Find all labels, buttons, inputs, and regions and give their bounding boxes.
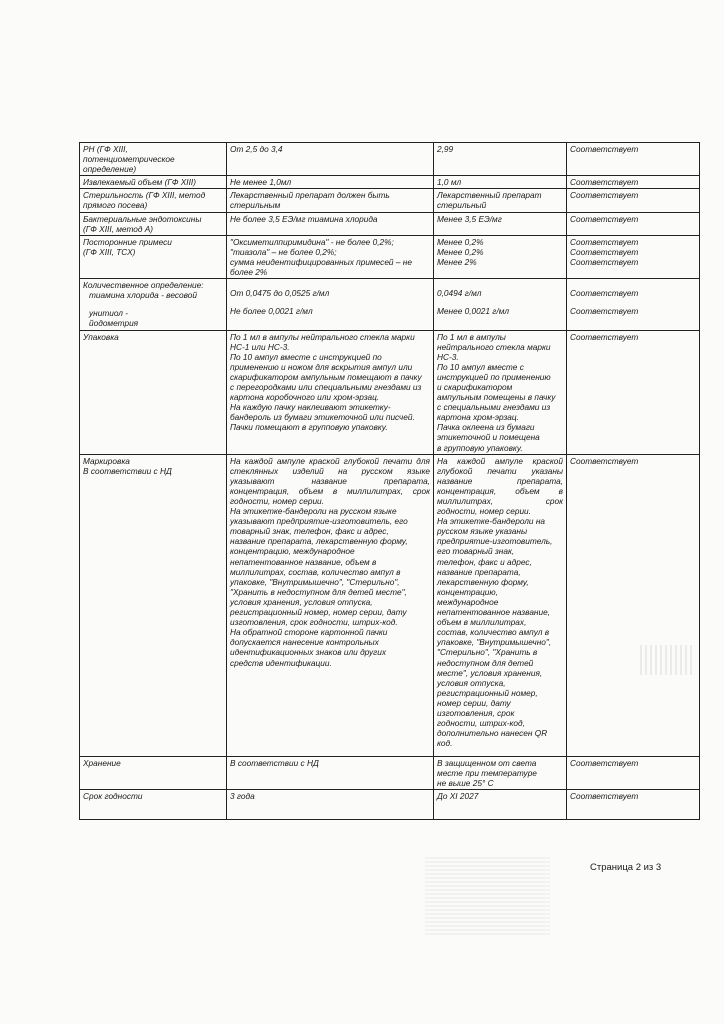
table-row (80, 212, 700, 235)
parameter-cell (80, 279, 227, 330)
cell-line: упаковке, "Внутримышечно", (437, 637, 552, 648)
cell-line: название препарата, (437, 475, 563, 486)
cell-line (570, 298, 696, 306)
table-row (80, 176, 700, 189)
cell-line: объем в миллилитрах, (437, 617, 527, 628)
status-cell (567, 143, 700, 176)
cell-line: применению и ножом для вскрытия ампул или (230, 361, 413, 372)
cell-line: По 1 мл в ампулы (437, 331, 506, 342)
table-row (80, 789, 700, 819)
norm-cell (227, 235, 434, 278)
page-number: Страница 2 из 3 (590, 862, 662, 873)
cell-line: Маркировка (83, 455, 130, 466)
cell-line: РН (ГФ XIII, (83, 144, 128, 154)
parameter-cell (80, 212, 227, 235)
cell-line: Соответствует (570, 190, 639, 201)
cell-line: Менее 0,2% (437, 246, 484, 257)
cell-line: Извлекаемый объем (ГФ XIII) (83, 177, 196, 188)
cell-line: предприятие-изготовитель, (437, 536, 553, 547)
cell-line: его товарный знак, (437, 546, 515, 557)
cell-line: глубокой печати указаны (437, 465, 563, 476)
cell-line: товарный знак, телефон, факс и адрес, (230, 526, 389, 537)
result-cell (434, 756, 567, 789)
specification-table (79, 142, 700, 820)
cell-line: миллилитрах, состав, количество ампул в (230, 566, 401, 577)
table-row (80, 454, 700, 756)
cell-line: изготовления, срок годности, штрих-код. (230, 617, 398, 628)
scan-artifact (425, 855, 550, 935)
cell-line: состав, количество ампул в (437, 627, 550, 638)
cell-line: годности, номер серии. (230, 496, 324, 506)
cell-line: НС-3. (437, 351, 459, 362)
cell-line (230, 280, 430, 288)
norm-cell (227, 756, 434, 789)
cell-line: В соответствии с НД (230, 757, 319, 768)
cell-line: 2,99 (437, 144, 454, 154)
cell-line: дополнительно нанесен QR (437, 728, 548, 739)
cell-line: Пачка оклеена из бумаги (437, 422, 535, 433)
norm-cell (227, 189, 434, 212)
cell-line (570, 280, 696, 288)
cell-line: инструкцией по применению (437, 371, 551, 382)
cell-line: с специальными гнездами из (437, 402, 551, 413)
cell-line: Пачки помещают в групповую упаковку. (230, 422, 388, 433)
cell-line: На этикетке-бандероли на русском языке (230, 506, 397, 517)
cell-line: Соответствует (570, 331, 639, 342)
cell-line: (ГФ XIII, ТСХ) (83, 246, 136, 257)
cell-line: Соответствует (570, 236, 639, 247)
cell-line: концентрация, объем в (437, 485, 563, 496)
table-row (80, 143, 700, 176)
cell-line: название препарата, (437, 566, 521, 577)
cell-line: концентрацию, международное (230, 546, 355, 557)
cell-line: Лекарственный препарат должен быть (230, 190, 390, 201)
cell-line: Соответствует (570, 306, 639, 317)
cell-line: В соответствии с НД (83, 465, 172, 476)
cell-line: код. (437, 738, 453, 749)
cell-line: В защищенном от света (437, 757, 537, 768)
cell-line: Соответствует (570, 288, 639, 299)
cell-line: определение) (83, 164, 137, 175)
parameter-cell (80, 789, 227, 819)
cell-line: По 10 ампул вместе с инструкцией по (230, 351, 382, 362)
cell-line: Соответствует (570, 213, 639, 224)
cell-line: этикеточной и помещена (437, 432, 540, 443)
cell-line: упаковке, "Внутримышечно", "Стерильно", (230, 576, 400, 587)
cell-line: Лекарственный препарат (437, 190, 542, 201)
cell-line: Менее 2% (437, 256, 477, 267)
norm-cell (227, 212, 434, 235)
cell-line: До XI 2027 (437, 790, 479, 801)
cell-line: На каждой ампуле краской (437, 455, 563, 466)
cell-line (437, 298, 563, 306)
cell-line: Соответствует (570, 246, 639, 257)
cell-line: На обратной стороне картонной пачки (230, 627, 388, 638)
cell-line: Соответствует (570, 177, 639, 188)
cell-line: картона хром-эрзац. (437, 412, 519, 423)
cell-line: Соответствует (570, 790, 639, 801)
cell-line: (ГФ XIII, метод А) (83, 223, 154, 234)
status-cell (567, 235, 700, 278)
cell-line: Хранение (83, 757, 121, 768)
cell-line: стерильный (437, 200, 487, 211)
cell-line: недоступном для детей (437, 657, 534, 668)
result-cell (434, 279, 567, 330)
cell-line: Посторонние примеси (83, 236, 172, 247)
table-row (80, 235, 700, 278)
result-cell (434, 454, 567, 756)
cell-line: ампульным помещены в пачку (437, 392, 556, 403)
parameter-cell (80, 756, 227, 789)
cell-line: стерильным (230, 200, 281, 211)
cell-line: Соответствует (570, 256, 639, 267)
cell-line: унитиол - (89, 308, 129, 319)
cell-line: "Оксиметилпиримидина" - не более 0,2%; (230, 236, 394, 247)
cell-line: На каждую пачку наклеивают этикетку- (230, 402, 391, 413)
cell-line: месте", условия хранения, (437, 667, 543, 678)
cell-line: годности, номер серии. (437, 506, 531, 517)
cell-line: идентификационных знаков или других (230, 647, 386, 658)
cell-line: указывают название препарата, (230, 475, 430, 486)
cell-line: Менее 0,2% (437, 236, 484, 247)
result-cell (434, 143, 567, 176)
status-cell (567, 330, 700, 454)
result-cell (434, 789, 567, 819)
cell-line: регистрационный номер, номер серии, дату (230, 607, 407, 618)
cell-line: условия хранения, условия отпуска, (230, 596, 373, 607)
cell-line: телефон, факс и адрес, (437, 556, 532, 567)
cell-line: картона коробочного или хром-эрзац. (230, 392, 380, 403)
cell-line: международное (437, 596, 499, 607)
table-row (80, 330, 700, 454)
cell-line: с перегородками или специальными гнездами из (230, 381, 422, 392)
table-row (80, 189, 700, 212)
cell-line: На этикетке-бандероли на (437, 516, 546, 527)
cell-line: Стерильность (ГФ XIII, метод (83, 190, 206, 201)
cell-line: Менее 3,5 ЕЭ/мг (437, 213, 502, 224)
cell-line: От 2,5 до 3,4 (230, 144, 283, 154)
cell-line: непатентованное название, объем в (230, 556, 377, 567)
parameter-cell (80, 189, 227, 212)
norm-cell (227, 176, 434, 189)
status-cell (567, 789, 700, 819)
status-cell (567, 279, 700, 330)
status-cell (567, 454, 700, 756)
specification-table-body (80, 143, 700, 820)
cell-line: Не более 0,0021 г/мл (230, 306, 313, 317)
result-cell (434, 176, 567, 189)
cell-line: Срок годности (83, 790, 143, 801)
cell-line: изготовления, срок (437, 707, 515, 718)
status-cell (567, 176, 700, 189)
cell-line (83, 300, 223, 308)
cell-line: номер серии, дату (437, 697, 511, 708)
cell-line: не выше 25° С (437, 777, 494, 788)
cell-line: Соответствует (570, 757, 639, 768)
status-cell (567, 189, 700, 212)
cell-line: 1,0 мл (437, 177, 462, 188)
cell-line: условия отпуска, (437, 677, 506, 688)
cell-line: "тиазола" – не более 0,2%; (230, 246, 337, 257)
cell-line: "Хранить в недоступном для детей месте", (230, 586, 407, 597)
cell-line: название препарата, лекарственную форму, (230, 536, 408, 547)
cell-line: Бактериальные эндотоксины (83, 213, 202, 224)
cell-line: и скарификатором (437, 381, 513, 392)
cell-line: "Стерильно", "Хранить в (437, 647, 538, 658)
status-cell (567, 212, 700, 235)
cell-line: Менее 0,0021 г/мл (437, 306, 510, 317)
cell-line: Количественное определение: (83, 280, 204, 291)
result-cell (434, 330, 567, 454)
cell-line: По 1 мл в ампулы нейтрального стекла марки (230, 331, 415, 342)
cell-line: концентрацию, (437, 586, 498, 597)
cell-line: миллилитрах, срок (437, 496, 563, 506)
cell-line: месте при температуре (437, 767, 537, 778)
cell-line: непатентованное название, (437, 607, 551, 618)
cell-line: допускается нанесение контрольных (230, 637, 379, 648)
cell-line: Соответствует (570, 144, 639, 154)
cell-line: указывают предприятие-изготовитель, его (230, 516, 408, 527)
cell-line: 0,0494 г/мл (437, 288, 482, 299)
cell-line: 3 года (230, 790, 255, 801)
norm-cell (227, 330, 434, 454)
norm-cell (227, 143, 434, 176)
cell-line: йодометрия (89, 318, 139, 329)
cell-line: Соответствует (570, 455, 639, 466)
result-cell (434, 235, 567, 278)
cell-line: На каждой ампуле краской глубокой печати для (230, 455, 430, 466)
status-cell (567, 756, 700, 789)
cell-line: лекарственную форму, (437, 576, 529, 587)
table-row (80, 279, 700, 330)
cell-line: скарификатором ампульным помещают в пачку (230, 371, 422, 382)
cell-line: нейтрального стекла марки (437, 341, 551, 352)
cell-line: стеклянных изделий на русском языке (230, 465, 430, 476)
norm-cell (227, 454, 434, 756)
cell-line (230, 298, 430, 306)
cell-line: более 2% (230, 267, 268, 278)
cell-line: По 10 ампул вместе с (437, 361, 524, 372)
cell-line: прямого посева) (83, 200, 148, 211)
cell-line: Не менее 1,0мл (230, 177, 292, 188)
cell-line: в групповую упаковку. (437, 442, 523, 453)
cell-line: потенциометрическое (83, 154, 175, 165)
cell-line (437, 280, 563, 288)
parameter-cell (80, 235, 227, 278)
parameter-cell (80, 454, 227, 756)
result-cell (434, 189, 567, 212)
cell-line: сумма неидентифицированных примесей – не (230, 256, 412, 267)
cell-line: НС-1 или НС-3. (230, 341, 290, 352)
cell-line: тиамина хлорида - весовой (89, 290, 197, 301)
table-row (80, 756, 700, 789)
cell-line: средств идентификации. (230, 657, 332, 668)
norm-cell (227, 789, 434, 819)
cell-line: русском языке указаны (437, 526, 528, 537)
parameter-cell (80, 143, 227, 176)
result-cell (434, 212, 567, 235)
norm-cell (227, 279, 434, 330)
cell-line: годности, штрих-код, (437, 718, 525, 729)
cell-line: Не более 3,5 ЕЭ/мг тиамина хлорида (230, 213, 378, 224)
cell-line: концентрация, объем в миллилитрах, срок (230, 485, 430, 496)
parameter-cell (80, 176, 227, 189)
cell-line: регистрационный номер, (437, 687, 538, 698)
cell-line: От 0,0475 до 0,0525 г/мл (230, 288, 330, 299)
cell-line: Упаковка (83, 331, 119, 342)
cell-line: бандероль из бумаги этикеточной или писчей. (230, 412, 415, 423)
parameter-cell (80, 330, 227, 454)
